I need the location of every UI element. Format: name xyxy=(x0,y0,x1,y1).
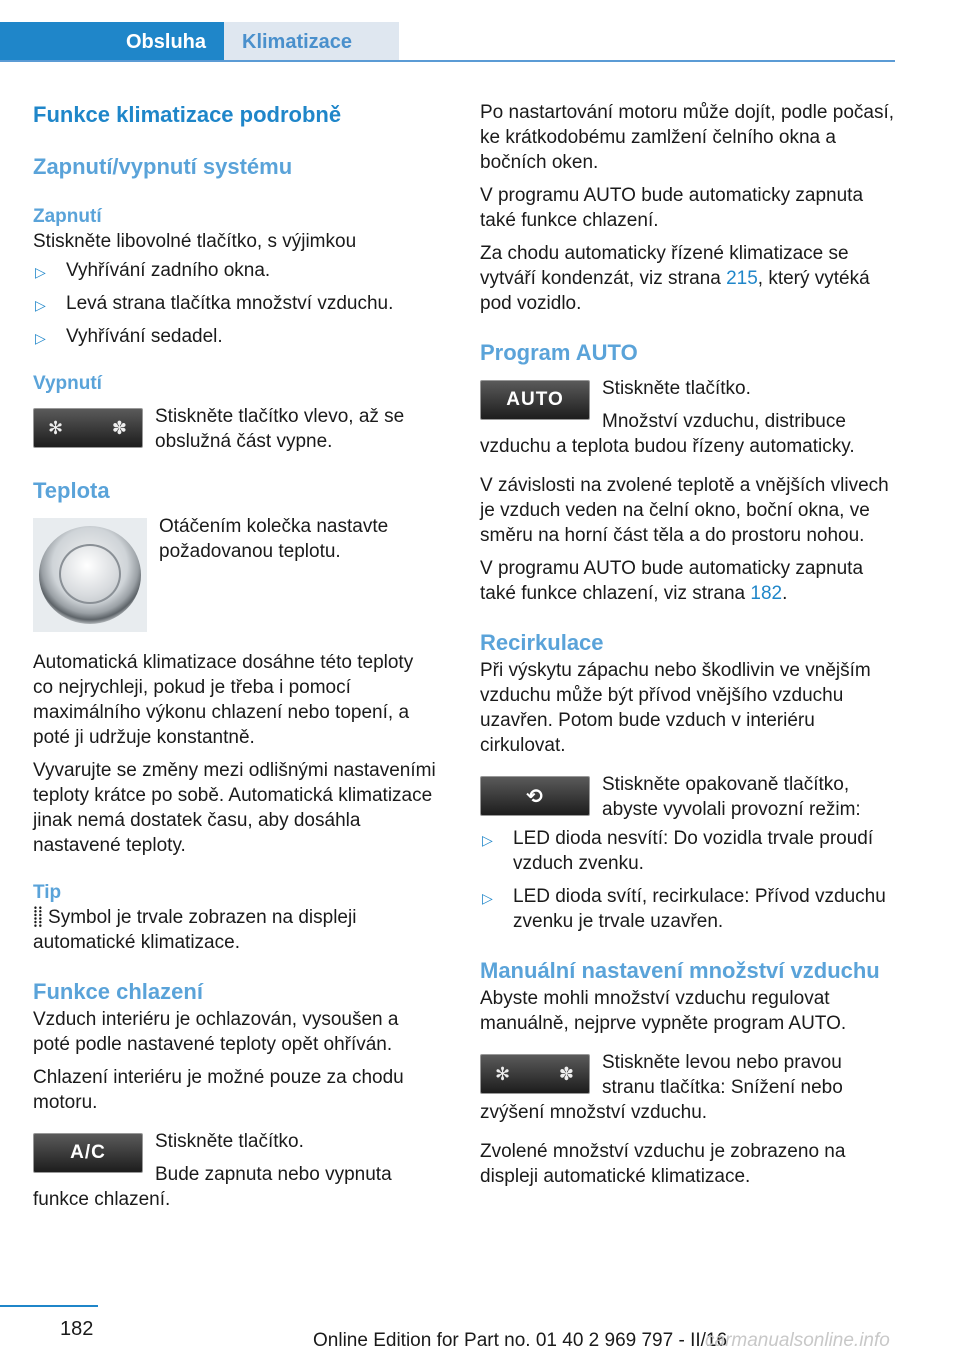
temp-paragraph-1: Automatická klimatizace dosáhne této teploty co nejrychleji, pokud je třeba i pomocí maximálního výkonu chlazení nebo topení, a poté ji udržuje konstantně. xyxy=(33,652,414,748)
tab-klimatizace[interactable]: Klimatizace xyxy=(224,22,399,60)
right-column xyxy=(480,100,895,1189)
heading-recirculation: Recirkulace xyxy=(480,630,604,655)
header xyxy=(0,22,895,62)
header-rule xyxy=(0,60,895,62)
list-item: ▷ LED dioda nesvítí: Do vozidla trvale proudí vzduch zvenku. xyxy=(482,828,874,874)
watermark: carmanualsonline.info xyxy=(705,1330,890,1351)
edition-note: Online Edition for Part no. 01 40 2 969 797 - II/16 xyxy=(313,1330,728,1351)
fan-button-image xyxy=(480,1054,590,1094)
bullet-triangle-icon: ▷ xyxy=(482,890,493,906)
temp-block xyxy=(33,514,438,636)
left-column xyxy=(33,100,438,1212)
fan-large-icon: ✽ xyxy=(111,417,128,438)
manual-paragraph-1: Abyste mohli množství vzduchu regulovat manuálně, nejprve vypněte program AUTO. xyxy=(480,988,847,1034)
bullet-triangle-icon: ▷ xyxy=(482,832,493,848)
heading-auto: Program AUTO xyxy=(480,340,638,365)
recirc-block xyxy=(480,772,895,822)
auto-result: Množství vzduchu, distribuce vzduchu a teplota budou řízeny automaticky. xyxy=(480,411,855,457)
cool-block xyxy=(33,1129,438,1212)
condensate-paragraph: Za chodu automaticky řízené klimatizace se vytváří kondenzát, viz strana 215, který vytéká pod vozidlo. xyxy=(480,243,870,314)
fan-small-icon: ✻ xyxy=(48,417,65,438)
bullet-triangle-icon: ▷ xyxy=(35,264,46,280)
recirc-paragraph: Při výskytu zápachu nebo škodlivin ve vnějším vzduchu může být přívod vnějšího vzduchu uzavřen. Potom bude vzduch v interiéru cirkulovat. xyxy=(480,660,871,756)
list-item: ▷ Levá strana tlačítka množství vzduchu. xyxy=(33,291,438,316)
page-number: 182 xyxy=(60,1318,94,1340)
manual-block xyxy=(480,1050,895,1125)
manual-press: Stiskněte levou nebo pravou stranu tlačítka: Snížení nebo zvýšení množství vzduchu. xyxy=(480,1052,843,1123)
car-recirculation-icon: ⟲ xyxy=(526,785,544,808)
cool-press: Stiskněte tlačítko. xyxy=(155,1131,304,1152)
tab-obsluha[interactable]: Obsluha xyxy=(0,22,224,62)
footer-rule xyxy=(0,1305,98,1307)
heading-temperature: Teplota xyxy=(33,478,110,503)
on-exceptions-list xyxy=(33,258,438,349)
list-item: ▷ Vyhřívání sedadel. xyxy=(33,324,438,349)
fogging-paragraph: Po nastartování motoru může dojít, podle počasí, ke krátkodobému zamlžení čelního okna a bočních oken. xyxy=(480,102,895,173)
auto-block xyxy=(480,376,895,459)
cool-paragraph-2: Chlazení interiéru je možné pouze za chodu motoru. xyxy=(33,1067,404,1113)
bullet-triangle-icon: ▷ xyxy=(35,297,46,313)
heading-off: Vypnutí xyxy=(33,373,102,394)
knob-center xyxy=(59,544,121,604)
recirculation-button-image xyxy=(480,776,590,816)
cool-paragraph-1: Vzduch interiéru je ochlazován, vysoušen a poté podle nastavené teploty opět ohříván. xyxy=(33,1009,399,1055)
ac-button-image: A/C xyxy=(33,1133,143,1173)
list-item: ▷ LED dioda svítí, recirkulace: Přívod vzduchu zvenku je trvale uzavřen. xyxy=(482,886,886,932)
section-title: Funkce klimatizace podrobně xyxy=(33,102,342,127)
heading-tip: Tip xyxy=(33,882,62,903)
list-item: ▷ Vyhřívání zadního okna. xyxy=(33,258,438,283)
off-text: Stiskněte tlačítko vlevo, až se obslužná část vypne. xyxy=(155,406,405,452)
condensate-symbol-icon: ⸽⸽ xyxy=(33,907,49,928)
temp-text: Otáčením kolečka nastavte požadovanou teplotu. xyxy=(159,516,389,562)
recirc-modes-list xyxy=(480,826,895,934)
heading-on: Zapnutí xyxy=(33,206,102,227)
fan-small-icon: ✻ xyxy=(495,1063,512,1084)
auto-cooling-paragraph: V programu AUTO bude automaticky zapnuta také funkce chlazení. xyxy=(480,185,864,231)
cool-result: Bude zapnuta nebo vypnuta funkce chlazení. xyxy=(33,1164,392,1210)
page-link-215[interactable]: 215 xyxy=(726,268,758,289)
fan-off-button-image xyxy=(33,408,143,448)
on-text: Stiskněte libovolné tlačítko, s výjimkou xyxy=(33,231,357,252)
temp-paragraph-2: Vyvarujte se změny mezi odlišnými nastaveními teploty krátce po sobě. Automatická klimatizace jinak nemá dostatek času, aby dosáhla nastavené teploty. xyxy=(33,760,436,856)
heading-onoff: Zapnutí/vypnutí systému xyxy=(33,154,293,179)
tip-text: ⸽⸽ Symbol je trvale zobrazen na displeji automatické klimatizace. xyxy=(33,907,357,953)
auto-paragraph-2: V programu AUTO bude automaticky zapnuta také funkce chlazení, viz strana 182. xyxy=(480,558,864,604)
heading-cooling: Funkce chlazení xyxy=(33,979,203,1004)
page-link-182[interactable]: 182 xyxy=(750,583,783,604)
bullet-triangle-icon: ▷ xyxy=(35,330,46,346)
temperature-knob-image xyxy=(33,518,147,632)
off-block xyxy=(33,404,438,454)
manual-paragraph-2: Zvolené množství vzduchu je zobrazeno na displeji automatické klimatizace. xyxy=(480,1141,846,1187)
heading-manual-airflow: Manuální nastavení množství vzduchu xyxy=(480,958,880,983)
auto-press: Stiskněte tlačítko. xyxy=(602,378,751,399)
fan-large-icon: ✽ xyxy=(558,1063,575,1084)
recirc-press: Stiskněte opakovaně tlačítko, abyste vyvolali provozní režim: xyxy=(602,774,861,820)
auto-button-image: AUTO xyxy=(480,380,590,420)
auto-paragraph-1: V závislosti na zvolené teplotě a vnějších vlivech je vzduch veden na čelní okno, boční okna, ve směru na horní část těla a do prostoru nohou. xyxy=(480,475,889,546)
